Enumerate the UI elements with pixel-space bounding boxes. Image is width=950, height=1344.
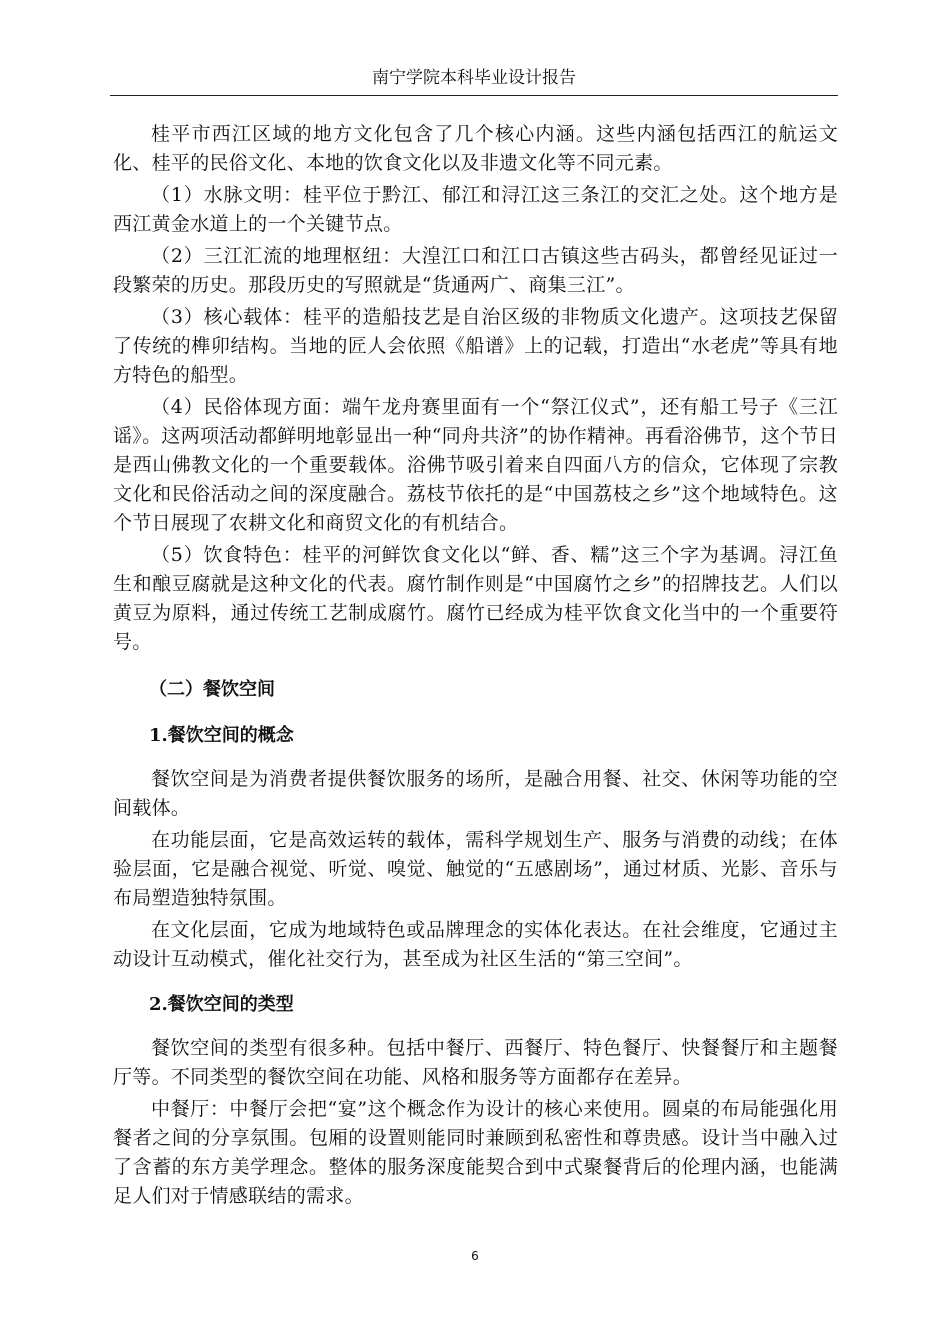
- header-divider: [110, 95, 838, 96]
- section-heading: （二）餐饮空间: [149, 679, 275, 700]
- page-number: 6: [471, 1249, 479, 1263]
- list-item-geographic-hub: （2）三江汇流的地理枢纽：大湟江口和江口古镇这些古码头，都曾经见证过一段繁荣的历史。那段历史的写照就是“货通两广、商集三江”。: [113, 245, 838, 296]
- list-item-food-features: （5）饮食特色：桂平的河鲜饮食文化以“鲜、香、糯”这三个字为基调。浔江鱼生和酿豆腐就是这种文化的代表。腐竹制作则是“中国腐竹之乡”的招牌技艺。人们以黄豆为原料，通过传统工艺制成腐竹。腐竹已经成为桂平饮食文化当中的一个重要符号。: [113, 544, 838, 653]
- concept-paragraph-3: 在文化层面，它成为地域特色或品牌理念的实体化表达。在社会维度，它通过主动设计互动模式，催化社交行为，甚至成为社区生活的“第三空间”。: [113, 919, 838, 970]
- running-header: 南宁学院本科毕业设计报告: [372, 68, 576, 88]
- types-paragraph-1: 餐饮空间的类型有很多种。包括中餐厅、西餐厅、特色餐厅、快餐餐厅和主题餐厅等。不同类型的餐饮空间在功能、风格和服务等方面都存在差异。: [113, 1037, 838, 1088]
- concept-paragraph-2: 在功能层面，它是高效运转的载体，需科学规划生产、服务与消费的动线；在体验层面，它是融合视觉、听觉、嗅觉、触觉的“五感剧场”，通过材质、光影、音乐与布局塑造独特氛围。: [113, 829, 838, 909]
- types-paragraph-chinese-restaurant: 中餐厅：中餐厅会把“宴”这个概念作为设计的核心来使用。圆桌的布局能强化用餐者之间的分享氛围。包厢的设置则能同时兼顾到私密性和尊贵感。设计当中融入过了含蓄的东方美学理念。整体的服务深度能契合到中式聚餐背后的伦理内涵，也能满足人们对于情感联结的需求。: [113, 1098, 838, 1207]
- subsection-heading-concept: 1.餐饮空间的概念: [149, 725, 294, 746]
- list-item-water-civilization: （1）水脉文明：桂平位于黔江、郁江和浔江这三条江的交汇之处。这个地方是西江黄金水道上的一个关键节点。: [113, 184, 838, 235]
- concept-paragraph-1: 餐饮空间是为消费者提供餐饮服务的场所，是融合用餐、社交、休闲等功能的空间载体。: [113, 768, 838, 819]
- intro-paragraph: 桂平市西江区域的地方文化包含了几个核心内涵。这些内涵包括西江的航运文化、桂平的民俗文化、本地的饮食文化以及非遗文化等不同元素。: [113, 123, 838, 174]
- subsection-heading-types: 2.餐饮空间的类型: [149, 994, 294, 1015]
- list-item-folk-customs: （4）民俗体现方面：端午龙舟赛里面有一个“祭江仪式”，还有船工号子《三江谣》。这两项活动都鲜明地彰显出一种“同舟共济”的协作精神。再看浴佛节，这个节日是西山佛教文化的一个重要载体。浴佛节吸引着来自四面八方的信众，它体现了宗教文化和民俗活动之间的深度融合。荔枝节依托的是“中国荔枝之乡”这个地域特色。这个节日展现了农耕文化和商贸文化的有机结合。: [113, 396, 838, 534]
- list-item-core-carrier: （3）核心载体：桂平的造船技艺是自治区级的非物质文化遗产。这项技艺保留了传统的榫卯结构。当地的匠人会依照《船谱》上的记载，打造出“水老虎”等具有地方特色的船型。: [113, 306, 838, 386]
- page-body: [113, 120, 838, 1211]
